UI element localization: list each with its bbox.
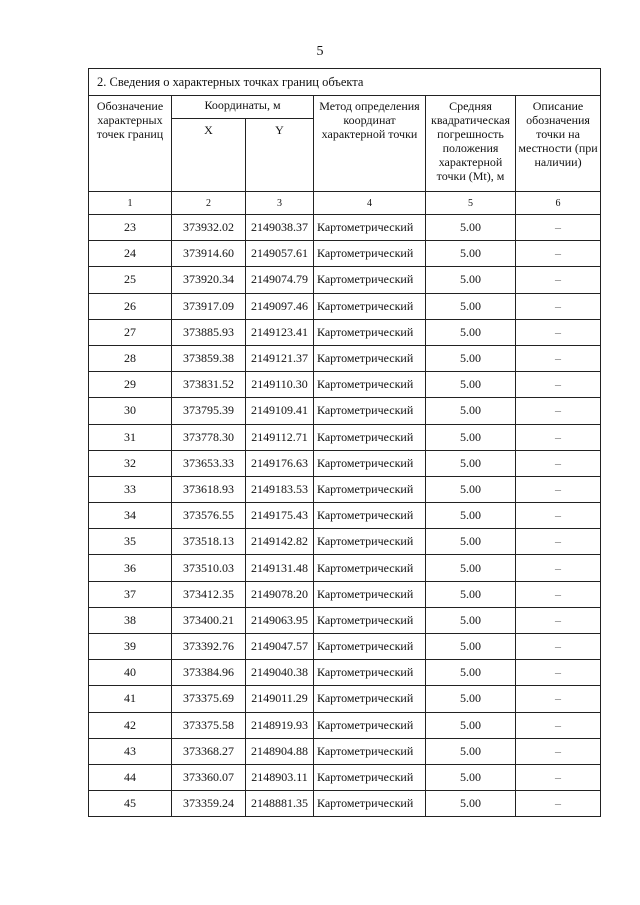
cell-point: 23 xyxy=(89,215,172,241)
cell-y: 2149040.38 xyxy=(246,660,314,686)
cell-x: 373653.33 xyxy=(172,450,246,476)
table-row xyxy=(89,319,601,345)
column-number: 1 xyxy=(89,192,172,215)
cell-x: 373831.52 xyxy=(172,372,246,398)
cell-error: 5.00 xyxy=(426,581,516,607)
column-number: 6 xyxy=(516,192,601,215)
table-row xyxy=(89,555,601,581)
cell-error: 5.00 xyxy=(426,267,516,293)
cell-point: 35 xyxy=(89,529,172,555)
cell-point: 30 xyxy=(89,398,172,424)
cell-point: 42 xyxy=(89,712,172,738)
table-body xyxy=(89,215,601,817)
cell-description: – xyxy=(516,738,601,764)
cell-x: 373375.58 xyxy=(172,712,246,738)
header-description: Описание обозначения точки на местности (при наличии) xyxy=(516,96,601,192)
cell-method: Картометрический xyxy=(314,712,426,738)
cell-error: 5.00 xyxy=(426,476,516,502)
cell-x: 373885.93 xyxy=(172,319,246,345)
cell-point: 28 xyxy=(89,345,172,371)
table-row xyxy=(89,581,601,607)
cell-y: 2149121.37 xyxy=(246,345,314,371)
cell-x: 373914.60 xyxy=(172,241,246,267)
table-row xyxy=(89,293,601,319)
cell-method: Картометрический xyxy=(314,503,426,529)
table-row xyxy=(89,529,601,555)
table-row xyxy=(89,791,601,817)
cell-error: 5.00 xyxy=(426,450,516,476)
cell-error: 5.00 xyxy=(426,634,516,660)
cell-method: Картометрический xyxy=(314,476,426,502)
cell-y: 2149131.48 xyxy=(246,555,314,581)
cell-error: 5.00 xyxy=(426,215,516,241)
section-title: 2. Сведения о характерных точках границ объекта xyxy=(89,69,601,96)
cell-y: 2149097.46 xyxy=(246,293,314,319)
cell-description: – xyxy=(516,686,601,712)
cell-y: 2148903.11 xyxy=(246,764,314,790)
cell-error: 5.00 xyxy=(426,241,516,267)
cell-description: – xyxy=(516,267,601,293)
cell-method: Картометрический xyxy=(314,634,426,660)
cell-x: 373859.38 xyxy=(172,345,246,371)
table-row xyxy=(89,634,601,660)
table-row xyxy=(89,686,601,712)
cell-y: 2149109.41 xyxy=(246,398,314,424)
table-row xyxy=(89,712,601,738)
cell-point: 31 xyxy=(89,424,172,450)
cell-error: 5.00 xyxy=(426,424,516,450)
cell-x: 373932.02 xyxy=(172,215,246,241)
page-number: 5 xyxy=(316,44,324,59)
cell-error: 5.00 xyxy=(426,791,516,817)
cell-description: – xyxy=(516,581,601,607)
cell-description: – xyxy=(516,424,601,450)
cell-x: 373778.30 xyxy=(172,424,246,450)
cell-description: – xyxy=(516,476,601,502)
cell-point: 27 xyxy=(89,319,172,345)
table-row xyxy=(89,424,601,450)
cell-point: 29 xyxy=(89,372,172,398)
cell-method: Картометрический xyxy=(314,319,426,345)
cell-y: 2148881.35 xyxy=(246,791,314,817)
cell-x: 373392.76 xyxy=(172,634,246,660)
cell-point: 25 xyxy=(89,267,172,293)
cell-x: 373618.93 xyxy=(172,476,246,502)
cell-y: 2148904.88 xyxy=(246,738,314,764)
table-row xyxy=(89,660,601,686)
cell-point: 39 xyxy=(89,634,172,660)
cell-description: – xyxy=(516,372,601,398)
cell-error: 5.00 xyxy=(426,293,516,319)
cell-y: 2149142.82 xyxy=(246,529,314,555)
cell-x: 373795.39 xyxy=(172,398,246,424)
cell-description: – xyxy=(516,241,601,267)
cell-point: 41 xyxy=(89,686,172,712)
cell-error: 5.00 xyxy=(426,529,516,555)
cell-x: 373400.21 xyxy=(172,607,246,633)
boundary-points-table xyxy=(88,68,601,817)
cell-method: Картометрический xyxy=(314,215,426,241)
cell-y: 2149183.53 xyxy=(246,476,314,502)
table-row xyxy=(89,607,601,633)
cell-method: Картометрический xyxy=(314,686,426,712)
cell-method: Картометрический xyxy=(314,581,426,607)
table-row xyxy=(89,476,601,502)
cell-description: – xyxy=(516,712,601,738)
cell-method: Картометрический xyxy=(314,607,426,633)
cell-method: Картометрический xyxy=(314,450,426,476)
cell-point: 32 xyxy=(89,450,172,476)
cell-description: – xyxy=(516,215,601,241)
cell-y: 2149112.71 xyxy=(246,424,314,450)
cell-method: Картометрический xyxy=(314,791,426,817)
table-row xyxy=(89,241,601,267)
cell-y: 2149078.20 xyxy=(246,581,314,607)
cell-error: 5.00 xyxy=(426,503,516,529)
cell-description: – xyxy=(516,555,601,581)
table-row xyxy=(89,764,601,790)
cell-x: 373917.09 xyxy=(172,293,246,319)
cell-description: – xyxy=(516,791,601,817)
cell-error: 5.00 xyxy=(426,686,516,712)
header-method: Метод определения координат характерной точки xyxy=(314,96,426,192)
cell-description: – xyxy=(516,529,601,555)
cell-y: 2149011.29 xyxy=(246,686,314,712)
cell-method: Картометрический xyxy=(314,372,426,398)
cell-method: Картометрический xyxy=(314,241,426,267)
cell-y: 2149176.63 xyxy=(246,450,314,476)
cell-x: 373375.69 xyxy=(172,686,246,712)
header-y: Y xyxy=(246,119,314,192)
cell-description: – xyxy=(516,607,601,633)
cell-description: – xyxy=(516,660,601,686)
cell-description: – xyxy=(516,398,601,424)
header-coordinates: Координаты, м xyxy=(172,96,314,119)
cell-description: – xyxy=(516,503,601,529)
header-x: X xyxy=(172,119,246,192)
cell-method: Картометрический xyxy=(314,293,426,319)
cell-error: 5.00 xyxy=(426,345,516,371)
column-number: 2 xyxy=(172,192,246,215)
cell-point: 33 xyxy=(89,476,172,502)
cell-point: 38 xyxy=(89,607,172,633)
cell-x: 373412.35 xyxy=(172,581,246,607)
cell-x: 373510.03 xyxy=(172,555,246,581)
cell-point: 24 xyxy=(89,241,172,267)
header-error: Средняя квадратическая погрешность положения характерной точки (Mt), м xyxy=(426,96,516,192)
cell-method: Картометрический xyxy=(314,398,426,424)
cell-x: 373920.34 xyxy=(172,267,246,293)
cell-y: 2149074.79 xyxy=(246,267,314,293)
cell-description: – xyxy=(516,764,601,790)
column-number: 5 xyxy=(426,192,516,215)
cell-point: 44 xyxy=(89,764,172,790)
cell-point: 26 xyxy=(89,293,172,319)
table-row xyxy=(89,398,601,424)
cell-description: – xyxy=(516,345,601,371)
cell-y: 2149038.37 xyxy=(246,215,314,241)
cell-y: 2149047.57 xyxy=(246,634,314,660)
table-row xyxy=(89,503,601,529)
cell-method: Картометрический xyxy=(314,660,426,686)
cell-method: Картометрический xyxy=(314,555,426,581)
cell-x: 373359.24 xyxy=(172,791,246,817)
column-number: 4 xyxy=(314,192,426,215)
cell-description: – xyxy=(516,450,601,476)
table-row xyxy=(89,450,601,476)
cell-point: 36 xyxy=(89,555,172,581)
cell-method: Картометрический xyxy=(314,764,426,790)
cell-y: 2149063.95 xyxy=(246,607,314,633)
column-number: 3 xyxy=(246,192,314,215)
cell-error: 5.00 xyxy=(426,319,516,345)
cell-description: – xyxy=(516,293,601,319)
cell-y: 2149057.61 xyxy=(246,241,314,267)
cell-method: Картометрический xyxy=(314,267,426,293)
cell-x: 373384.96 xyxy=(172,660,246,686)
cell-method: Картометрический xyxy=(314,529,426,555)
cell-point: 34 xyxy=(89,503,172,529)
cell-method: Картометрический xyxy=(314,738,426,764)
table-row xyxy=(89,372,601,398)
table-row xyxy=(89,738,601,764)
header-point: Обозначение характерных точек границ xyxy=(89,96,172,192)
cell-y: 2149175.43 xyxy=(246,503,314,529)
table-row xyxy=(89,345,601,371)
cell-method: Картометрический xyxy=(314,345,426,371)
cell-point: 40 xyxy=(89,660,172,686)
cell-error: 5.00 xyxy=(426,555,516,581)
cell-point: 45 xyxy=(89,791,172,817)
cell-y: 2149110.30 xyxy=(246,372,314,398)
table-row xyxy=(89,267,601,293)
cell-x: 373576.55 xyxy=(172,503,246,529)
cell-error: 5.00 xyxy=(426,738,516,764)
cell-point: 43 xyxy=(89,738,172,764)
cell-y: 2149123.41 xyxy=(246,319,314,345)
cell-error: 5.00 xyxy=(426,372,516,398)
cell-x: 373360.07 xyxy=(172,764,246,790)
cell-method: Картометрический xyxy=(314,424,426,450)
cell-x: 373518.13 xyxy=(172,529,246,555)
cell-description: – xyxy=(516,634,601,660)
cell-error: 5.00 xyxy=(426,607,516,633)
cell-y: 2148919.93 xyxy=(246,712,314,738)
table-row xyxy=(89,215,601,241)
cell-error: 5.00 xyxy=(426,660,516,686)
cell-error: 5.00 xyxy=(426,712,516,738)
cell-description: – xyxy=(516,319,601,345)
cell-error: 5.00 xyxy=(426,764,516,790)
cell-error: 5.00 xyxy=(426,398,516,424)
cell-point: 37 xyxy=(89,581,172,607)
cell-x: 373368.27 xyxy=(172,738,246,764)
